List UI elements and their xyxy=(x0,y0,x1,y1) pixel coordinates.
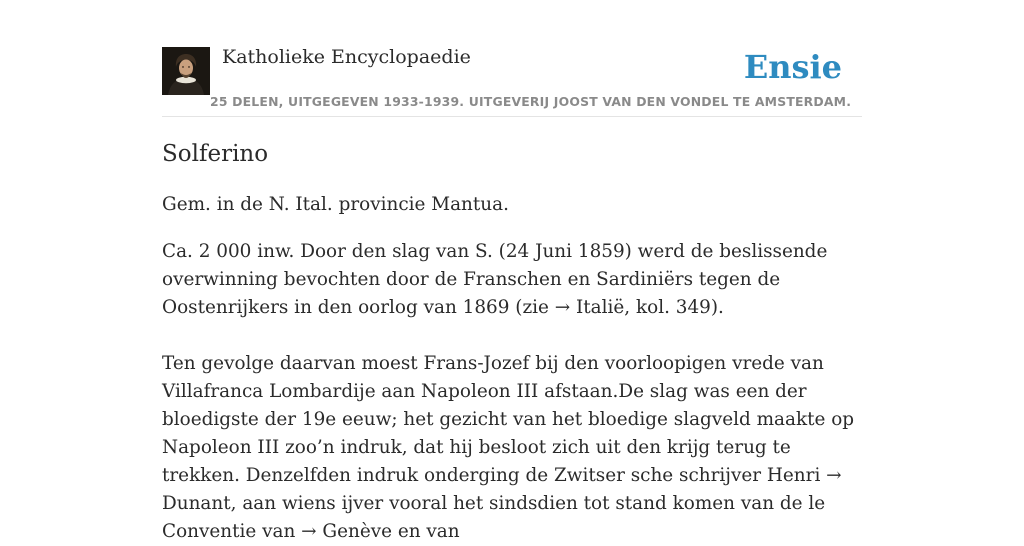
site-title[interactable]: Katholieke Encyclopaedie xyxy=(222,46,471,68)
article-paragraph: Ca. 2 000 inw. Door den slag van S. (24 Juni 1859) werd de beslissende overwinning bevochten door de Franschen en Sardiniërs tegen de Oostenrijkers in den oorlog van 1869 (zie → Italië, kol. 349). xyxy=(162,241,828,318)
site-header xyxy=(162,44,862,117)
ensie-logo-link[interactable]: Ensie xyxy=(743,48,842,86)
site-subtitle: 25 DELEN, UITGEGEVEN 1933-1939. UITGEVERIJ JOOST VAN DEN VONDEL TE AMSTERDAM. xyxy=(210,94,852,109)
article-title: Solferino xyxy=(162,141,269,167)
article-paragraph: Ten gevolge daarvan moest Frans-Jozef bij den voorloopigen vrede van Villafranca Lombardije aan Napoleon III afstaan.De slag was een der bloedigste der 19e eeuw; het gezicht van het bloedige slagveld maakte op Napoleon III zoo’n indruk, dat hij besloot zich uit den krijg terug te trekken. Denzelfden indruk onderging de Zwitser sche schrijver Henri → Dunant, aan wiens ijver vooral het sindsdien tot stand komen van de le Conventie van → Genève en van xyxy=(162,353,855,542)
article-lead: Gem. in de N. Ital. provincie Mantua. xyxy=(162,194,509,215)
article-content xyxy=(162,138,862,546)
vondel-portrait-icon[interactable] xyxy=(162,47,210,95)
